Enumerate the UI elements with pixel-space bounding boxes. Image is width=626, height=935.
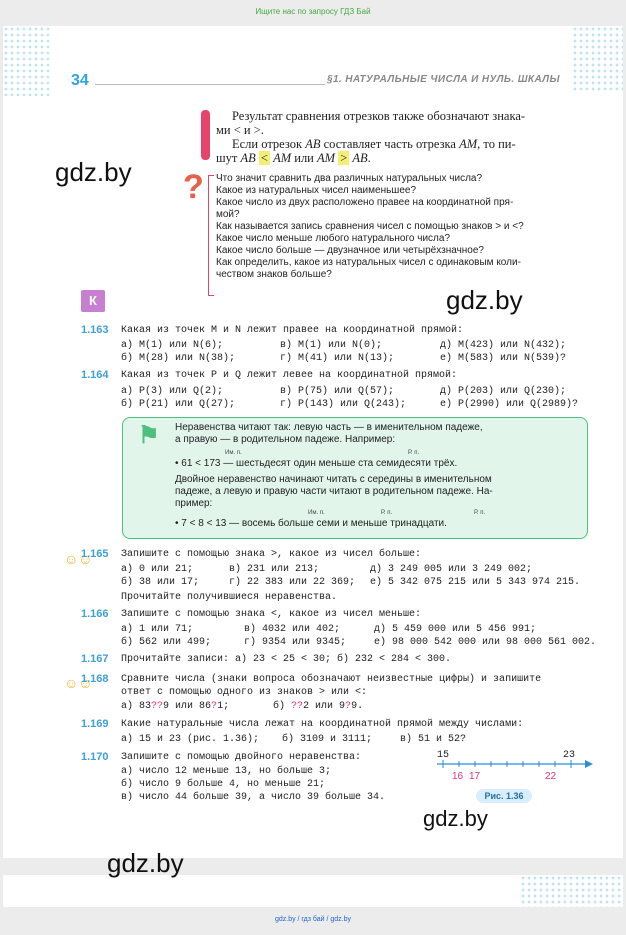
label-mark-3: 22 bbox=[545, 771, 557, 782]
note-line-2: ми < и >. bbox=[216, 123, 264, 137]
question-3b: мой? bbox=[216, 209, 240, 220]
exercise-1165-e: е) 5 342 075 215 или 5 343 974 215. bbox=[370, 577, 581, 588]
exercise-number-1163: 1.163 bbox=[81, 324, 109, 336]
exercise-1169-b: б) 3109 и 3111; bbox=[282, 734, 373, 745]
exercise-1170-b: б) число 9 больше 4, но меньше 21; bbox=[121, 779, 326, 790]
exercise-1164-d: д) P(203) или Q(230); bbox=[440, 386, 567, 397]
exercise-1163-title: Какая из точек M и N лежит правее на координатной прямой: bbox=[121, 325, 464, 336]
figure-caption: Рис. 1.36 bbox=[476, 789, 532, 803]
label-mark-1: 16 bbox=[452, 771, 464, 782]
top-link[interactable]: Ищите нас по запросу ГДЗ Бай bbox=[255, 7, 371, 16]
arrow-head-icon bbox=[585, 760, 593, 768]
exercise-1168-line-1: Сравните числа (знаки вопроса обозначают неизвестные цифры) и запишите bbox=[121, 674, 542, 685]
question-6: Какое число больше — двузначное или четырёхзначное? bbox=[216, 245, 484, 256]
exercise-1163-b: б) M(28) или N(38); bbox=[121, 353, 236, 364]
exercise-1165-title: Запишите с помощью знака >, какое из чисел больше: bbox=[121, 549, 422, 560]
question-5: Какое число меньше любого натурального числа? bbox=[216, 233, 450, 244]
page-number: 34 bbox=[71, 72, 89, 89]
exercise-1164-g: г) P(143) или Q(243); bbox=[280, 399, 407, 410]
exercise-number-1169: 1.169 bbox=[81, 718, 109, 730]
note-line-4: шут AB < AM или AM > AB. bbox=[216, 151, 371, 165]
note-line-1: Результат сравнения отрезков также обозначают знака- bbox=[232, 109, 526, 123]
question-1: Что значит сравнить два различных натуральных числа? bbox=[216, 173, 483, 184]
section-header: §1. НАТУРАЛЬНЫЕ ЧИСЛА И НУЛЬ. ШКАЛЫ bbox=[327, 74, 560, 85]
exercise-1166-v: в) 4032 или 402; bbox=[244, 624, 341, 635]
exercise-1168-line-2: ответ с помощью одного из знаков > или <: bbox=[121, 687, 368, 698]
question-4: Как называется запись сравнения чисел с помощью знаков > и <? bbox=[216, 221, 524, 232]
exercise-1166-b: б) 562 или 499; bbox=[121, 637, 212, 648]
review-questions bbox=[216, 173, 592, 281]
rule-line-2: а правую — в родительном падеже. Например: bbox=[175, 434, 396, 445]
exercise-number-1170: 1.170 bbox=[81, 751, 109, 763]
exercise-1164-b: б) P(21) или Q(27); bbox=[121, 399, 236, 410]
rule-icon: ⚑ bbox=[138, 422, 160, 449]
definition-marker bbox=[201, 110, 210, 160]
case-label-nominative-2: Им. п. bbox=[308, 510, 325, 516]
exercise-1163-a: а) M(1) или N(6); bbox=[121, 340, 224, 351]
number-line-figure bbox=[425, 746, 595, 786]
exercise-1168-b: б) ??2 или 9?9. bbox=[273, 701, 364, 712]
exercise-1170-line-1: Запишите с помощью двойного неравенства: bbox=[121, 752, 362, 763]
header-rule bbox=[95, 84, 325, 85]
k-badge-icon: К bbox=[81, 290, 105, 312]
question-2: Какое из натуральных чисел наименьшее? bbox=[216, 185, 417, 196]
exercise-1167-text: Прочитайте записи: а) 23 < 25 < 30; б) 232 < 284 < 300. bbox=[121, 654, 452, 665]
dot-pattern-top-left bbox=[3, 26, 51, 96]
exercise-number-1166: 1.166 bbox=[81, 608, 109, 620]
case-label-genitive-3: Р. п. bbox=[474, 510, 486, 516]
exercise-1165-g: г) 22 383 или 22 369; bbox=[229, 577, 356, 588]
exercise-number-1165: 1.165 bbox=[81, 548, 109, 560]
question-mark-icon: ? bbox=[183, 168, 204, 206]
case-label-nominative-1: Им. п. bbox=[225, 450, 242, 456]
comparison-note bbox=[216, 109, 586, 165]
dot-pattern-bottom-right bbox=[520, 875, 623, 907]
label-mark-2: 17 bbox=[469, 771, 481, 782]
exercise-1165-a: а) 0 или 21; bbox=[121, 564, 194, 575]
exercise-1165-v: в) 231 или 213; bbox=[229, 564, 320, 575]
note-line-3: Если отрезок AB составляет часть отрезка AM, то пи- bbox=[232, 137, 516, 151]
question-7a: Как определить, какое из натуральных чисел с одинаковым коли- bbox=[216, 257, 521, 268]
exercise-1165-d: д) 3 249 005 или 3 249 002; bbox=[370, 564, 533, 575]
exercise-1170-v: в) число 44 больше 39, а число 39 больше 34. bbox=[121, 792, 386, 803]
exercise-number-1164: 1.164 bbox=[81, 369, 109, 381]
exercise-1166-g: г) 9354 или 9345; bbox=[244, 637, 347, 648]
exercise-1169-a: а) 15 и 23 (рис. 1.36); bbox=[121, 734, 260, 745]
watermark-1: gdz.by bbox=[55, 157, 132, 187]
rule-example-1: • 61 < 173 — шестьдесят один меньше ста семидесяти трёх. bbox=[175, 458, 458, 469]
exercise-1168-a: а) 83??9 или 86?1; bbox=[121, 701, 230, 712]
exercise-1164-e: е) P(2990) или Q(2989)? bbox=[440, 399, 579, 410]
exercise-number-1167: 1.167 bbox=[81, 653, 109, 665]
question-7b: чеством знаков больше? bbox=[216, 269, 332, 280]
exercise-1170-a: а) число 12 меньше 13, но больше 3; bbox=[121, 766, 332, 777]
exercise-number-1168: 1.168 bbox=[81, 673, 109, 685]
exercise-1166-title: Запишите с помощью знака <, какое из чисел меньше: bbox=[121, 609, 422, 620]
watermark-4: gdz.by bbox=[107, 848, 184, 878]
label-right: 23 bbox=[563, 750, 576, 761]
exercise-1163-g: г) M(41) или N(13); bbox=[280, 353, 395, 364]
exercise-1164-title: Какая из точек P и Q лежит левее на координатной прямой: bbox=[121, 370, 458, 381]
questions-bracket bbox=[208, 175, 214, 296]
exercise-1164-v: в) P(75) или Q(57); bbox=[280, 386, 395, 397]
exercise-1165-note: Прочитайте получившиеся неравенства. bbox=[121, 592, 338, 603]
exercise-1166-d: д) 5 459 000 или 5 456 991; bbox=[374, 624, 537, 635]
exercise-1166-e: е) 98 000 542 000 или 98 000 561 002. bbox=[374, 637, 597, 648]
exercise-1169-line-1: Какие натуральные числа лежат на координатной прямой между числами: bbox=[121, 719, 524, 730]
exercise-1166-a: а) 1 или 71; bbox=[121, 624, 194, 635]
exercise-1163-e: е) M(583) или N(539)? bbox=[440, 353, 567, 364]
rule-line-4: падеже, а левую и правую части читают в родительном падеже. На- bbox=[175, 486, 493, 497]
group-work-icon-2: ☺☺ bbox=[64, 677, 93, 692]
rule-line-1: Неравенства читают так: левую часть — в именительном падеже, bbox=[175, 422, 483, 433]
exercise-1169-v: в) 51 и 52? bbox=[400, 734, 467, 745]
exercise-1163-v: в) M(1) или N(0); bbox=[280, 340, 383, 351]
watermark-2: gdz.by bbox=[446, 285, 523, 315]
question-3a: Какое число из двух расположено правее на координатной пря- bbox=[216, 197, 514, 208]
case-label-genitive-2: Р. п. bbox=[381, 510, 393, 516]
exercise-1165-b: б) 38 или 17; bbox=[121, 577, 200, 588]
watermark-3: gdz.by bbox=[423, 806, 488, 831]
case-label-genitive-1: Р. п. bbox=[408, 450, 420, 456]
rule-line-5: пример: bbox=[175, 498, 213, 509]
rule-line-3: Двойное неравенство начинают читать с середины в именительном bbox=[175, 474, 492, 485]
group-work-icon: ☺☺ bbox=[64, 553, 93, 568]
rule-example-2: • 7 < 8 < 13 — восемь больше семи и меньше тринадцати. bbox=[175, 518, 447, 529]
exercise-1163-d: д) M(423) или N(432); bbox=[440, 340, 567, 351]
dot-pattern-top-right bbox=[572, 26, 623, 92]
footer-links[interactable]: gdz.by / гдз бай / gdz.by bbox=[274, 916, 352, 923]
exercise-1164-a: а) P(3) или Q(2); bbox=[121, 386, 224, 397]
label-left: 15 bbox=[437, 750, 450, 761]
